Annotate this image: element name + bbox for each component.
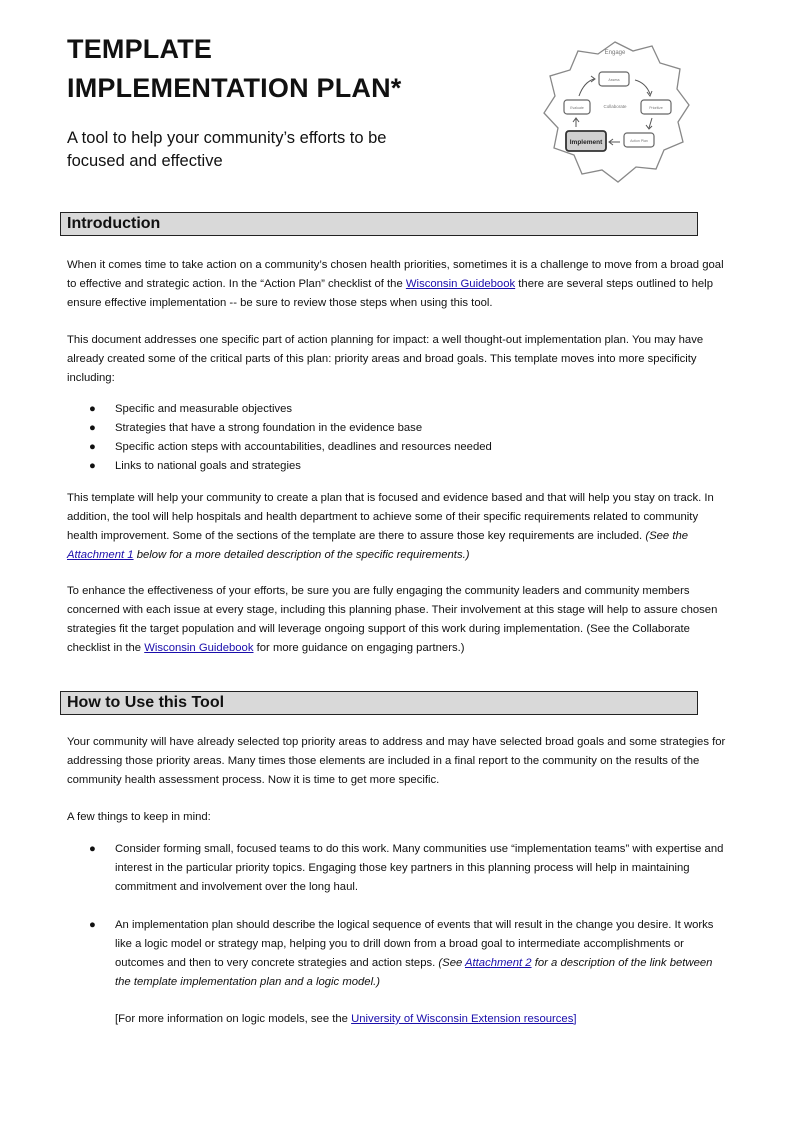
list-item: ● Links to national goals and strategies xyxy=(89,460,301,472)
section-header-how-to-use: How to Use this Tool xyxy=(60,691,698,715)
list-item: ● Consider forming small, focused teams to do this work. Many communities use “implementation teams” with expertise and interest in the particular priority topics. Engaging those key partners in this planning process will help in maintaining commitment and involvement over the long haul. xyxy=(89,843,724,893)
uw-extension-link[interactable]: University of Wisconsin Extension resources] xyxy=(351,1013,577,1025)
intro-paragraph-3: This template will help your community to create a plan that is focused and evidence based and that will help you stay on track. In addition, the tool will help hospitals and health department to achieve some of their specific requirements related to community health improvement. Some of the sections of the template are there to assure those key requirements are included. (See the Attachment 1 below for a more detailed description of the specific requirements.) xyxy=(67,492,714,561)
intro-paragraph-1: When it comes time to take action on a community’s chosen health priorities, sometimes it is a challenge to move from a broad goal to effective and strategic action. In the “Action Plan” checklist of the Wisconsin Guidebook there are several steps outlined to help ensure effective implementation -- be sure to review those steps when using this tool. xyxy=(67,259,724,309)
attachment-1-link[interactable]: Attachment 1 xyxy=(67,549,134,561)
wisconsin-guidebook-link[interactable]: Wisconsin Guidebook xyxy=(405,278,516,290)
svg-text:Evaluate: Evaluate xyxy=(570,106,584,110)
list-item: ● Specific action steps with accountabilities, deadlines and resources needed xyxy=(89,441,492,453)
document-subtitle xyxy=(67,127,447,173)
title-line-1: TEMPLATE xyxy=(67,34,213,64)
svg-text:Implement: Implement xyxy=(569,139,603,146)
intro-paragraph-2: This document addresses one specific part of action planning for impact: a well thought-out implementation plan. You may have already created some of the critical parts of this plan: priority areas and broad goals. This template moves into more specificity including: xyxy=(67,334,704,384)
intro-bullet-list xyxy=(67,400,727,476)
logic-model-note: [For more information on logic models, see the University of Wisconsin Extension resources] xyxy=(115,1013,577,1025)
cycle-logo xyxy=(538,38,692,186)
subtitle-line-1: A tool to help your community’s efforts to be xyxy=(67,129,387,147)
section-header-introduction: Introduction xyxy=(60,212,698,236)
title-line-2: IMPLEMENTATION PLAN* xyxy=(67,73,402,103)
svg-text:Action Plan: Action Plan xyxy=(630,139,648,143)
logo-engage-label: Engage xyxy=(604,50,626,56)
svg-text:Prioritize: Prioritize xyxy=(649,106,663,110)
howto-paragraph-1: Your community will have already selected top priority areas to address and may have selected broad goals and some strategies for addressing those priority areas. Many times those elements are included in a final report to the community on the results of the community health assessment process. Now it is time to get more specific. xyxy=(67,736,726,786)
subtitle-line-2: focused and effective xyxy=(67,152,223,170)
list-item: ● Specific and measurable objectives xyxy=(89,403,293,415)
list-item: ● Strategies that have a strong foundation in the evidence base xyxy=(89,422,423,434)
howto-bullet-list xyxy=(67,840,727,1011)
list-item: ● An implementation plan should describe the logical sequence of events that will result in the change you desire. It works like a logic model or strategy map, helping you to drill down from a broad goal to intermediate accomplishments or outcomes and then to very concrete strategies and action steps. (See Attachment 2 for a description of the link between the template implementation plan and a logic model.) xyxy=(89,919,714,988)
attachment-2-link[interactable]: Attachment 2 xyxy=(465,957,532,969)
howto-paragraph-2: A few things to keep in mind: xyxy=(67,811,211,823)
logo-collaborate-label: Collaborate xyxy=(603,104,627,109)
intro-paragraph-4: To enhance the effectiveness of your efforts, be sure you are fully engaging the community leaders and community members concerned with each issue at every stage, including this planning phase. Their involvement at this stage will help to assure chosen strategies fit the target population and will leverage ongoing support of this work during implementation. (See the Collaborate checklist in the Wisconsin Guidebook for more guidance on engaging partners.) xyxy=(67,585,718,654)
wisconsin-guidebook-link-2[interactable]: Wisconsin Guidebook xyxy=(144,642,254,654)
svg-text:Assess: Assess xyxy=(608,78,620,82)
document-title xyxy=(67,30,402,108)
